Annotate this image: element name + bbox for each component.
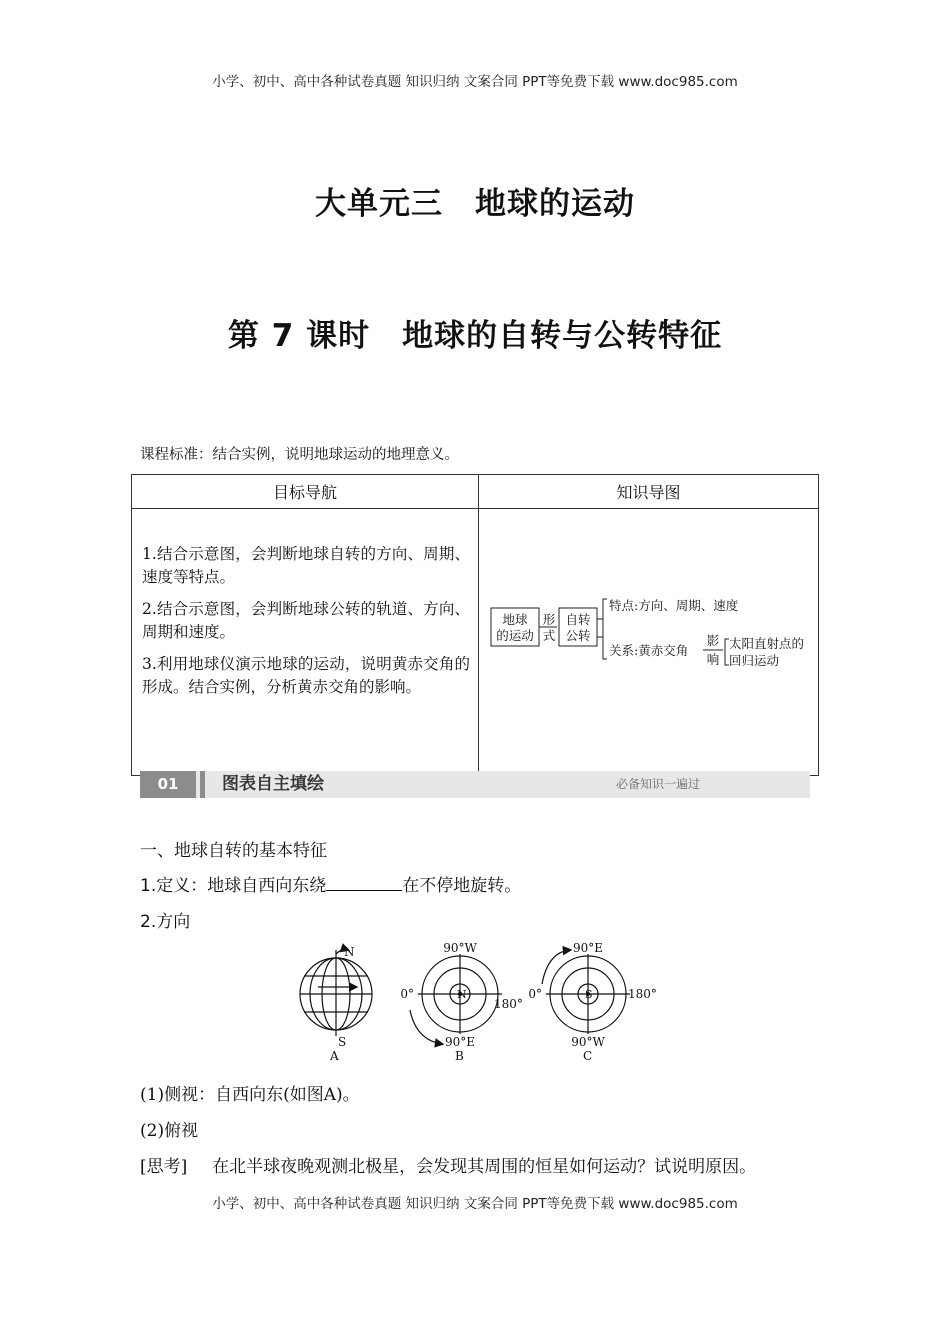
banner-divider [200, 771, 205, 798]
mindmap-feature: 特点:方向、周期、速度 [609, 598, 739, 613]
goal-table [131, 474, 819, 776]
figure-b-center: N [457, 988, 467, 1001]
goal-cell [132, 509, 479, 776]
figure-c-center: S [585, 988, 593, 1001]
figure-c-bottom: 90°W [571, 1035, 605, 1049]
goal-item-2: 2.结合示意图，会判断地球公转的轨道、方向、周期和速度。 [142, 600, 470, 641]
mindmap-cell [479, 509, 819, 776]
side-view-line: (1)侧视：自西向东(如图A)。 [140, 1085, 360, 1105]
figure-a-north: N [344, 945, 355, 959]
banner-subtitle: 必备知识一遍过 [616, 777, 701, 791]
figure-c-right: 180° [628, 987, 657, 1001]
top-view-line: (2)俯视 [140, 1121, 199, 1141]
figure-b-right: 180° [494, 997, 523, 1011]
mindmap-root-line1: 地球 [502, 612, 528, 627]
knowledge-mindmap [479, 509, 817, 771]
mindmap-relation: 关系:黄赤交角 [609, 643, 689, 658]
figure-c-left: 0° [528, 987, 542, 1001]
mindmap-form-line1: 形 [542, 612, 556, 627]
mindmap-root-line2: 的运动 [496, 628, 534, 643]
direction-heading: 2.方向 [140, 912, 191, 932]
unit-title: 大单元三 地球的运动 [315, 186, 635, 222]
mindmap-result-line1: 太阳直射点的 [729, 636, 805, 651]
lesson-title: 第 7 课时 地球的自转与公转特征 [227, 318, 723, 354]
definition-after: 在不停地旋转。 [402, 876, 522, 896]
mindmap-influence-line1: 影 [706, 633, 720, 648]
goal-item-1: 1.结合示意图，会判断地球自转的方向、周期、速度等特点。 [142, 545, 470, 586]
think-line [140, 1152, 756, 1177]
figure-b-top: 90°W [443, 941, 477, 955]
section-banner [140, 771, 810, 798]
goal-header: 目标导航 [132, 475, 479, 509]
mindmap-form-line2: 式 [542, 628, 556, 643]
figure-a-south: S [338, 1035, 347, 1049]
figure-b-bottom: 90°E [444, 1035, 476, 1049]
banner-number: 01 [140, 771, 196, 798]
course-standard: 课程标准：结合实例，说明地球运动的地理意义。 [140, 447, 459, 463]
think-tag: [思考] [140, 1157, 188, 1177]
definition-blank [326, 875, 402, 891]
figure-b-polar-view [410, 954, 502, 1044]
definition-line [140, 871, 521, 896]
section-heading: 一、地球自转的基本特征 [140, 841, 327, 861]
mindmap-result-line2: 回归运动 [729, 653, 780, 668]
figure-b-left: 0° [400, 987, 414, 1001]
mindmap-branch-line2: 公转 [565, 628, 591, 643]
page-header: 小学、初中、高中各种试卷真题 知识归纳 文案合同 PPT等免费下载 www.doc985.com [212, 74, 738, 90]
mindmap-header: 知识导图 [479, 475, 819, 509]
think-text: 在北半球夜晚观测北极星，会发现其周围的恒星如何运动？试说明原因。 [212, 1157, 757, 1177]
mindmap-influence-line2: 响 [706, 652, 720, 667]
figure-a-label: A [330, 1049, 339, 1063]
figure-a-globe [300, 950, 372, 1037]
goal-item-3: 3.利用地球仪演示地球的运动，说明黄赤交角的形成。结合实例，分析黄赤交角的影响。 [142, 655, 470, 696]
rotation-direction-figure [290, 940, 670, 1065]
banner-label: 图表自主填绘 [222, 774, 324, 794]
page-footer: 小学、初中、高中各种试卷真题 知识归纳 文案合同 PPT等免费下载 www.doc985.com [212, 1196, 738, 1212]
definition-before: 1.定义：地球自西向东绕 [140, 876, 327, 896]
figure-c-label: C [583, 1049, 593, 1063]
figure-c-top: 90°E [572, 941, 604, 955]
figure-b-label: B [455, 1049, 464, 1063]
mindmap-branch-line1: 自转 [565, 612, 591, 627]
